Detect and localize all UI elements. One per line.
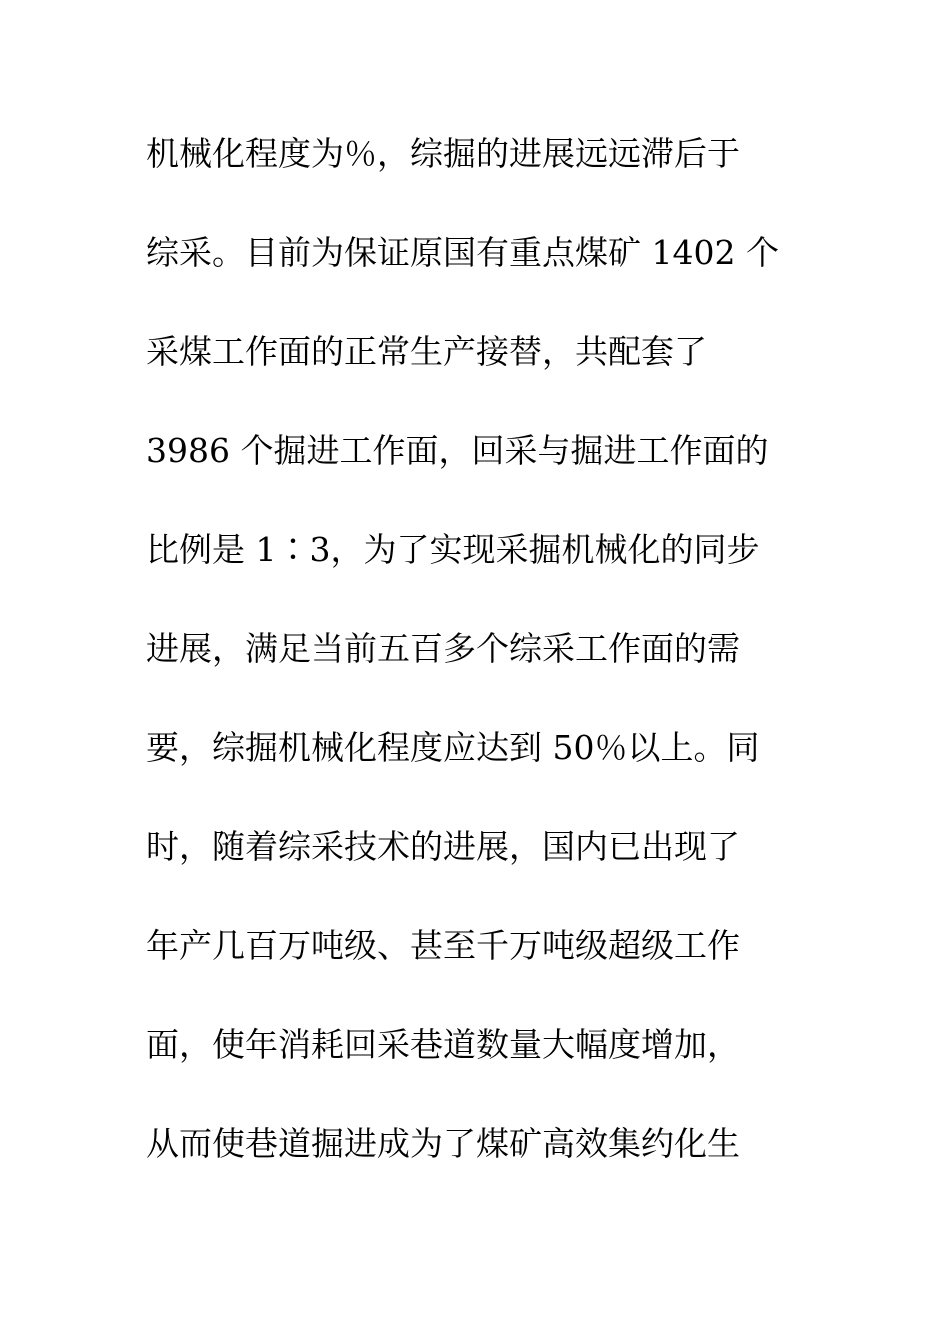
text-line-6: 进展，满足当前五百多个综采工作面的需 bbox=[146, 629, 740, 668]
text-line-9: 年产几百万吨级、甚至千万吨级超级工作 bbox=[146, 926, 740, 965]
text-line-3: 采煤工作面的正常生产接替，共配套了 bbox=[146, 332, 707, 371]
text-line-7: 要，综掘机械化程度应达到 50％以上。同 bbox=[146, 728, 760, 767]
text-line-11: 从而使巷道掘进成为了煤矿高效集约化生 bbox=[146, 1124, 740, 1163]
text-line-1: 机械化程度为％，综掘的进展远远滞后于 bbox=[146, 134, 740, 173]
body-text bbox=[146, 124, 826, 1213]
text-line-8: 时，随着综采技术的进展，国内已出现了 bbox=[146, 827, 740, 866]
text-line-5: 比例是 1∶3，为了实现采掘机械化的同步 bbox=[146, 530, 760, 569]
text-line-2: 综采。目前为保证原国有重点煤矿 1402 个 bbox=[146, 233, 779, 272]
text-line-10: 面，使年消耗回采巷道数量大幅度增加， bbox=[146, 1025, 740, 1064]
text-line-4: 3986 个掘进工作面，回采与掘进工作面的 bbox=[146, 431, 769, 470]
